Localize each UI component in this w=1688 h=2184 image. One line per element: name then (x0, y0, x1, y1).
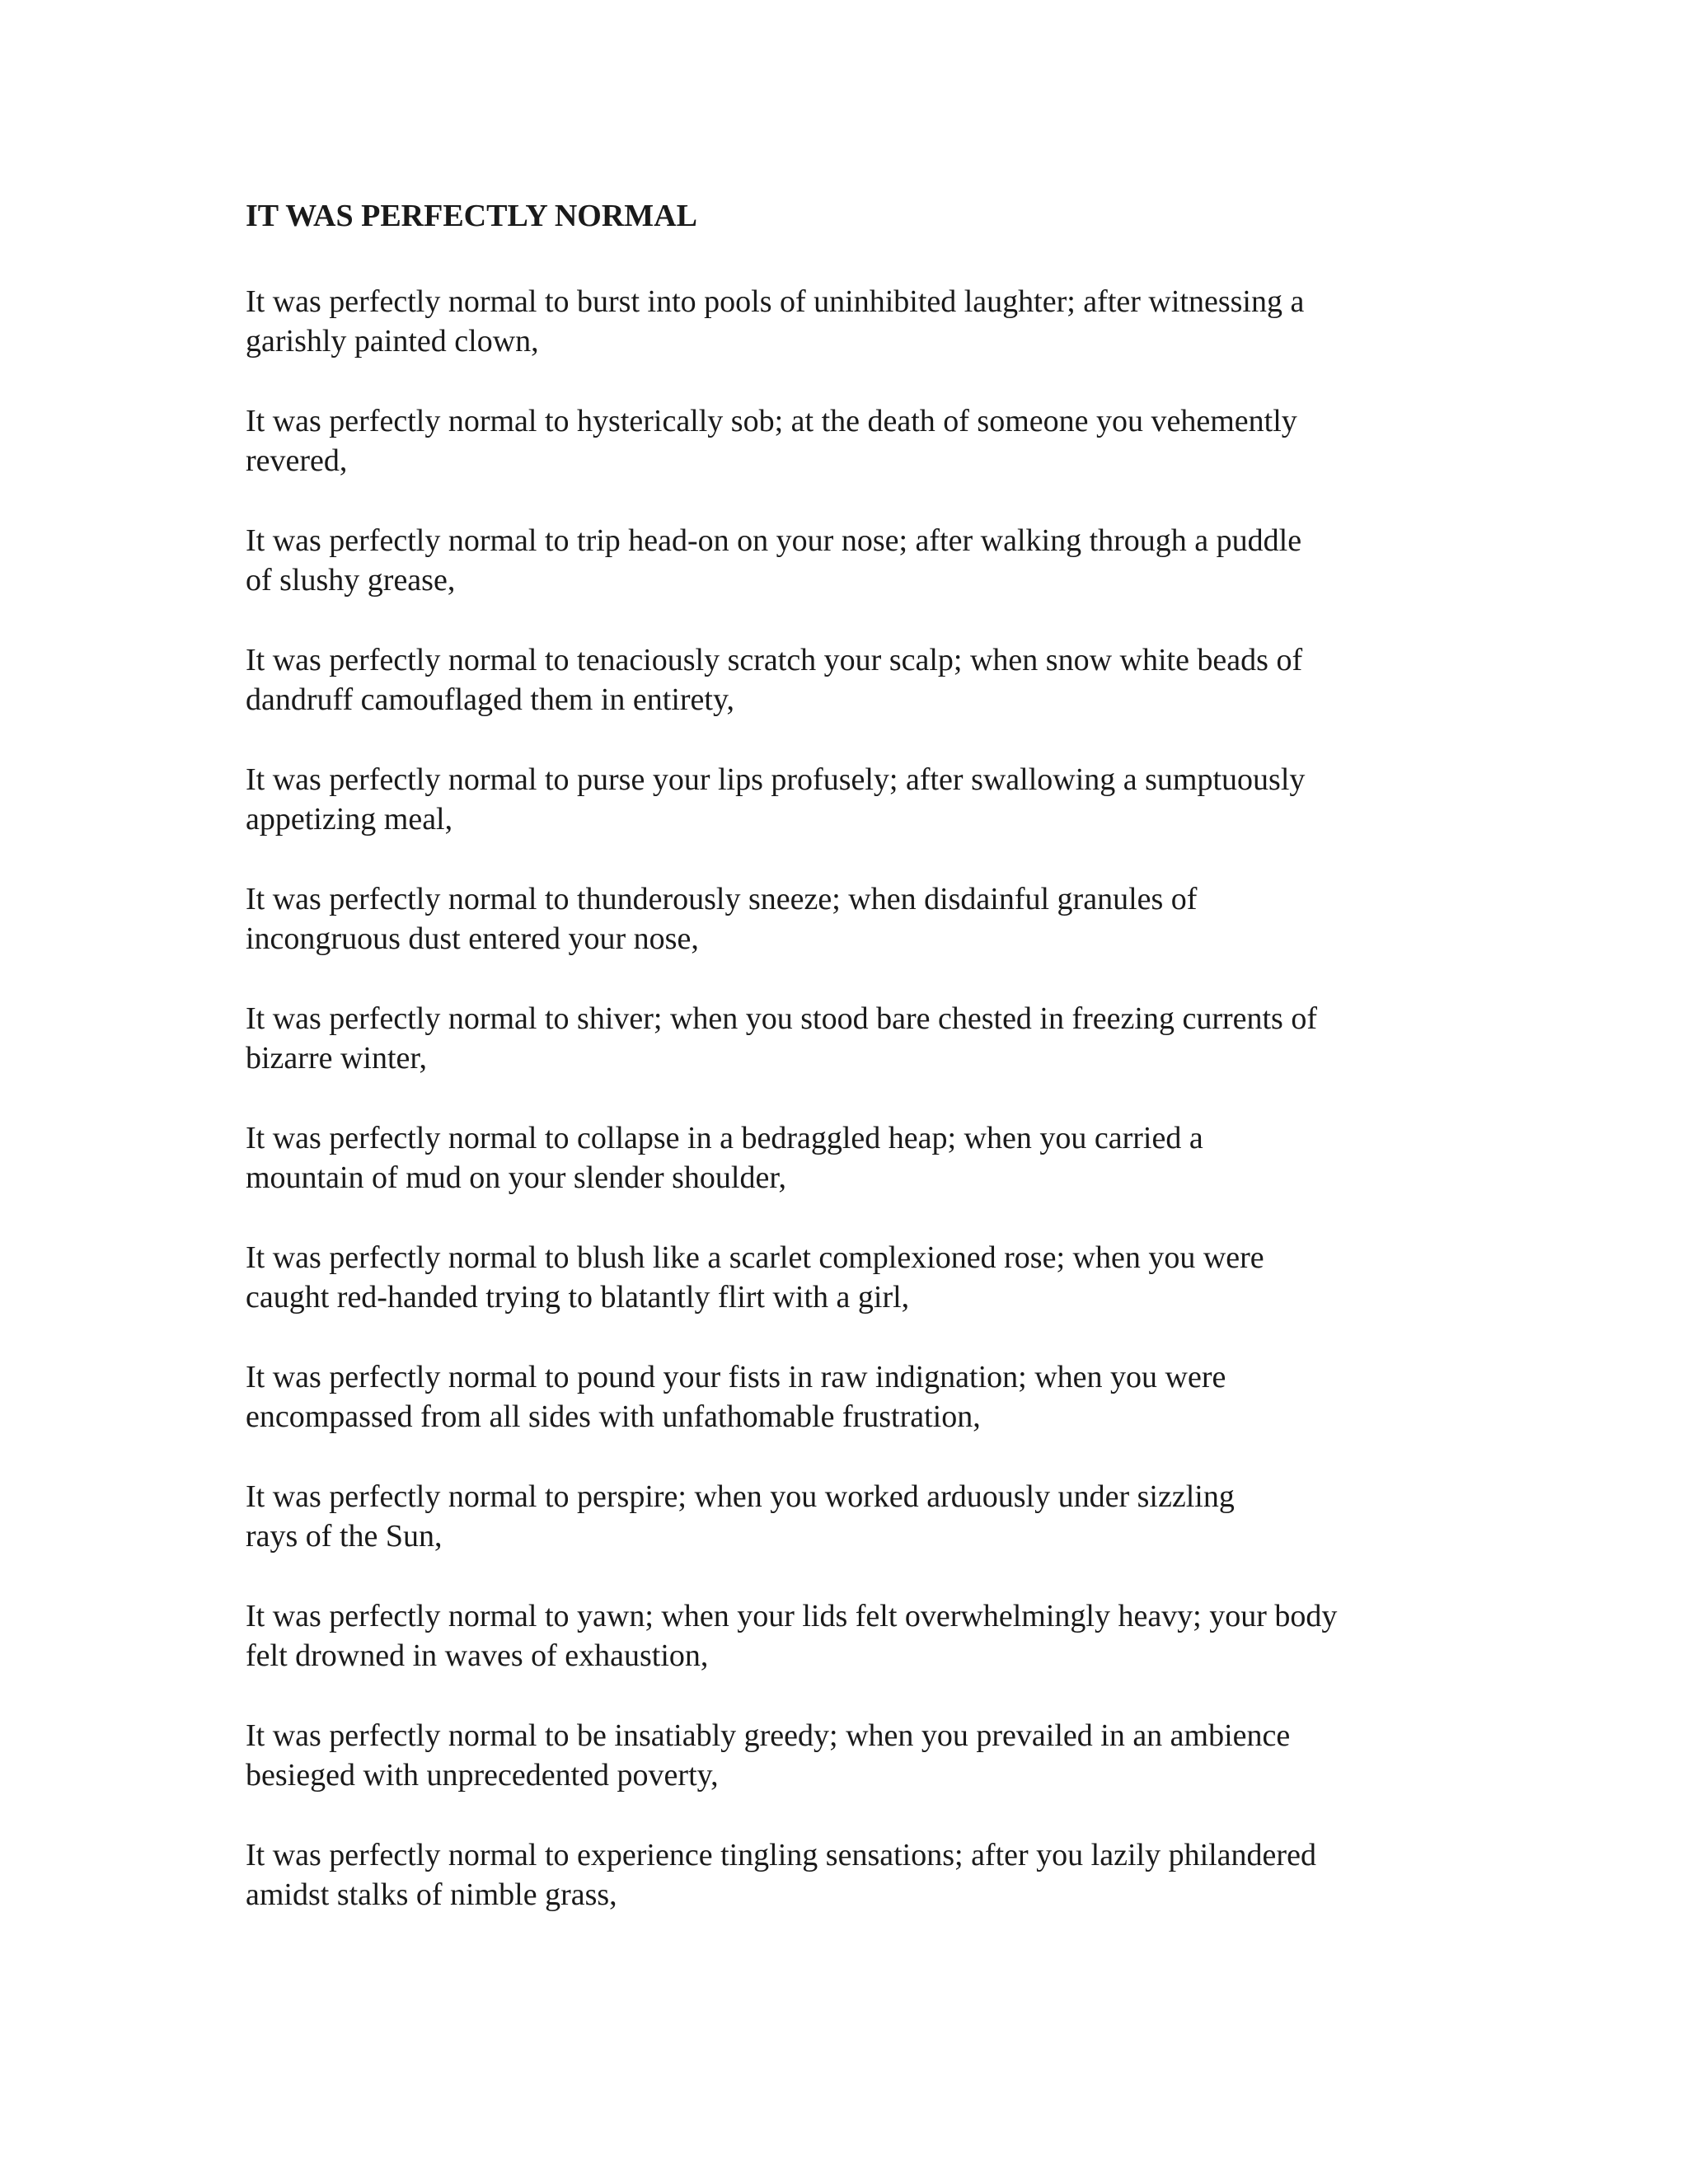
stanza: It was perfectly normal to collapse in a bedraggled heap; when you carried a mountain of mud on your slender shoulder, (246, 1121, 1203, 1195)
stanza: It was perfectly normal to thunderously sneeze; when disdainful granules of incongruous dust entered your nose, (246, 882, 1198, 956)
stanza: It was perfectly normal to blush like a scarlet complexioned rose; when you were caught red-handed trying to blatantly flirt with a girl, (246, 1240, 1264, 1315)
poem-body (246, 196, 1449, 1955)
stanza: It was perfectly normal to pound your fists in raw indignation; when you were encompassed from all sides with unfathomable frustration, (246, 1360, 1226, 1434)
stanza: It was perfectly normal to be insatiably greedy; when you prevailed in an ambience besieged with unprecedented poverty, (246, 1718, 1291, 1793)
stanza: It was perfectly normal to experience tingling sensations; after you lazily philandered amidst stalks of nimble grass, (246, 1838, 1316, 1912)
stanza: It was perfectly normal to hysterically sob; at the death of someone you vehemently revered, (246, 404, 1297, 478)
stanza: It was perfectly normal to purse your lips profusely; after swallowing a sumptuously appetizing meal, (246, 762, 1306, 837)
poem-title: IT WAS PERFECTLY NORMAL (246, 199, 697, 233)
stanza: It was perfectly normal to yawn; when your lids felt overwhelmingly heavy; your body felt drowned in waves of exhaustion, (246, 1599, 1338, 1673)
stanza: It was perfectly normal to perspire; when you worked arduously under sizzling rays of the Sun, (246, 1479, 1235, 1554)
stanza: It was perfectly normal to shiver; when you stood bare chested in freezing currents of bizarre winter, (246, 1001, 1317, 1076)
stanza: It was perfectly normal to burst into pools of uninhibited laughter; after witnessing a garishly painted clown, (246, 284, 1305, 359)
stanza: It was perfectly normal to trip head-on on your nose; after walking through a puddle of slushy grease, (246, 523, 1302, 598)
stanza: It was perfectly normal to tenaciously scratch your scalp; when snow white beads of dandruff camouflaged them in entirety, (246, 643, 1303, 717)
